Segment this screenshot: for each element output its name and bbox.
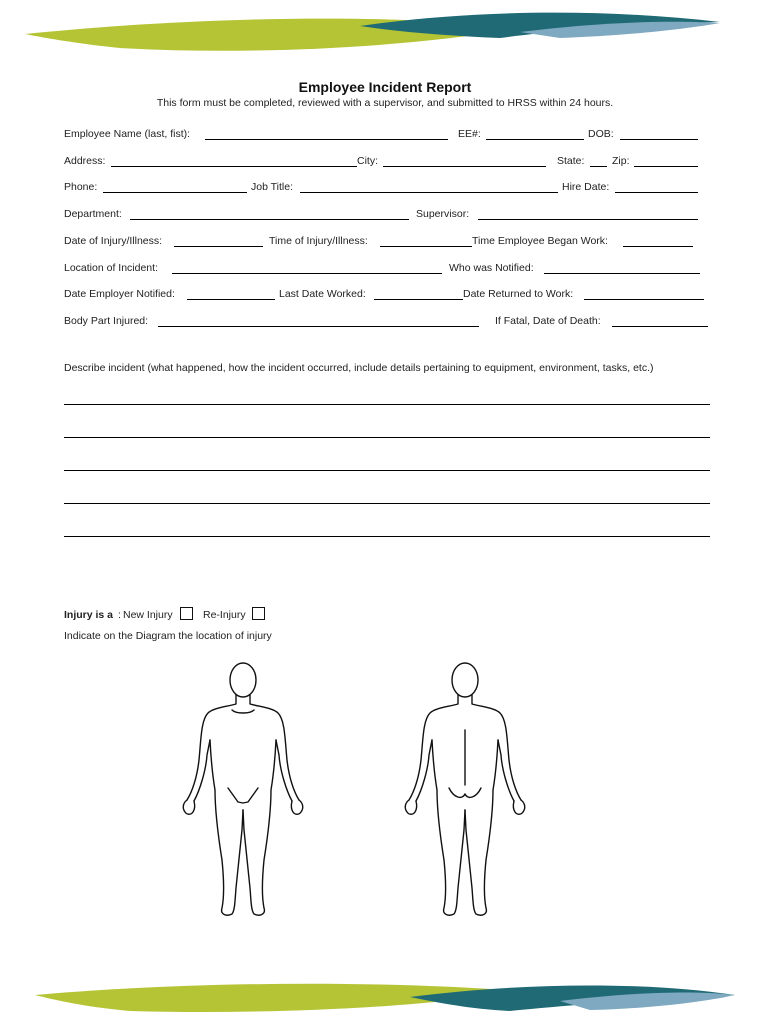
description-line-4[interactable] xyxy=(64,503,710,504)
location-of-incident-field[interactable] xyxy=(172,273,442,274)
job-title-field[interactable] xyxy=(300,192,558,193)
dob-field[interactable] xyxy=(620,139,698,140)
body-back-outline-icon xyxy=(405,663,524,915)
body-front-outline-icon xyxy=(183,663,302,915)
fatal-date-label: If Fatal, Date of Death: xyxy=(495,315,601,327)
address-label: Address: xyxy=(64,155,106,167)
time-began-work-field[interactable] xyxy=(623,246,693,247)
page-title: Employee Incident Report xyxy=(298,79,472,95)
address-field[interactable] xyxy=(111,166,357,167)
injury-type-colon: : xyxy=(118,609,121,621)
header-swoosh-decoration xyxy=(0,0,770,60)
ee-number-field[interactable] xyxy=(486,139,584,140)
description-line-2[interactable] xyxy=(64,437,710,438)
state-field[interactable] xyxy=(590,166,607,167)
zip-label: Zip: xyxy=(612,155,630,167)
ee-number-label: EE#: xyxy=(458,128,481,140)
injury-type-label: Injury is a xyxy=(64,609,114,621)
phone-label: Phone: xyxy=(64,181,98,193)
dob-label: DOB: xyxy=(588,128,614,140)
body-front-diagram[interactable] xyxy=(180,660,306,922)
department-field[interactable] xyxy=(130,219,409,220)
date-of-injury-label: Date of Injury/Illness: xyxy=(64,235,163,247)
date-returned-field[interactable] xyxy=(584,299,704,300)
time-of-injury-field[interactable] xyxy=(380,246,472,247)
phone-field[interactable] xyxy=(103,192,247,193)
zip-field[interactable] xyxy=(634,166,698,167)
new-injury-checkbox[interactable] xyxy=(180,607,193,620)
last-date-worked-field[interactable] xyxy=(374,299,463,300)
re-injury-label: Re-Injury xyxy=(203,609,246,621)
employee-name-field[interactable] xyxy=(205,139,448,140)
re-injury-checkbox[interactable] xyxy=(252,607,265,620)
diagram-instruction: Indicate on the Diagram the location of injury xyxy=(64,630,272,642)
time-of-injury-label: Time of Injury/Illness: xyxy=(269,235,368,247)
job-title-label: Job Title: xyxy=(251,181,294,193)
supervisor-field[interactable] xyxy=(478,219,698,220)
date-employer-notified-field[interactable] xyxy=(187,299,275,300)
location-of-incident-label: Location of Incident: xyxy=(64,262,158,274)
last-date-worked-label: Last Date Worked: xyxy=(279,288,366,300)
describe-incident-prompt: Describe incident (what happened, how the incident occurred, include details pertaining to equipment, environment, tasks, etc.) xyxy=(64,362,654,374)
supervisor-label: Supervisor: xyxy=(416,208,470,220)
body-back-diagram[interactable] xyxy=(402,660,528,922)
description-line-1[interactable] xyxy=(64,404,710,405)
hire-date-label: Hire Date: xyxy=(562,181,610,193)
description-line-3[interactable] xyxy=(64,470,710,471)
who-notified-field[interactable] xyxy=(544,273,700,274)
state-label: State: xyxy=(557,155,585,167)
city-field[interactable] xyxy=(383,166,546,167)
date-employer-notified-label: Date Employer Notified: xyxy=(64,288,175,300)
date-returned-label: Date Returned to Work: xyxy=(463,288,574,300)
hire-date-field[interactable] xyxy=(615,192,698,193)
page-subtitle: This form must be completed, reviewed with a supervisor, and submitted to HRSS within 24 hours. xyxy=(156,97,614,109)
city-label: City: xyxy=(357,155,378,167)
body-part-injured-field[interactable] xyxy=(158,326,479,327)
description-line-5[interactable] xyxy=(64,536,710,537)
new-injury-label: New Injury xyxy=(123,609,173,621)
employee-name-label: Employee Name (last, fist): xyxy=(64,128,191,140)
footer-swoosh-decoration xyxy=(0,975,770,1020)
who-notified-label: Who was Notified: xyxy=(449,262,534,274)
date-of-injury-field[interactable] xyxy=(174,246,263,247)
time-began-work-label: Time Employee Began Work: xyxy=(472,235,608,247)
body-part-injured-label: Body Part Injured: xyxy=(64,315,149,327)
fatal-date-field[interactable] xyxy=(612,326,708,327)
department-label: Department: xyxy=(64,208,122,220)
